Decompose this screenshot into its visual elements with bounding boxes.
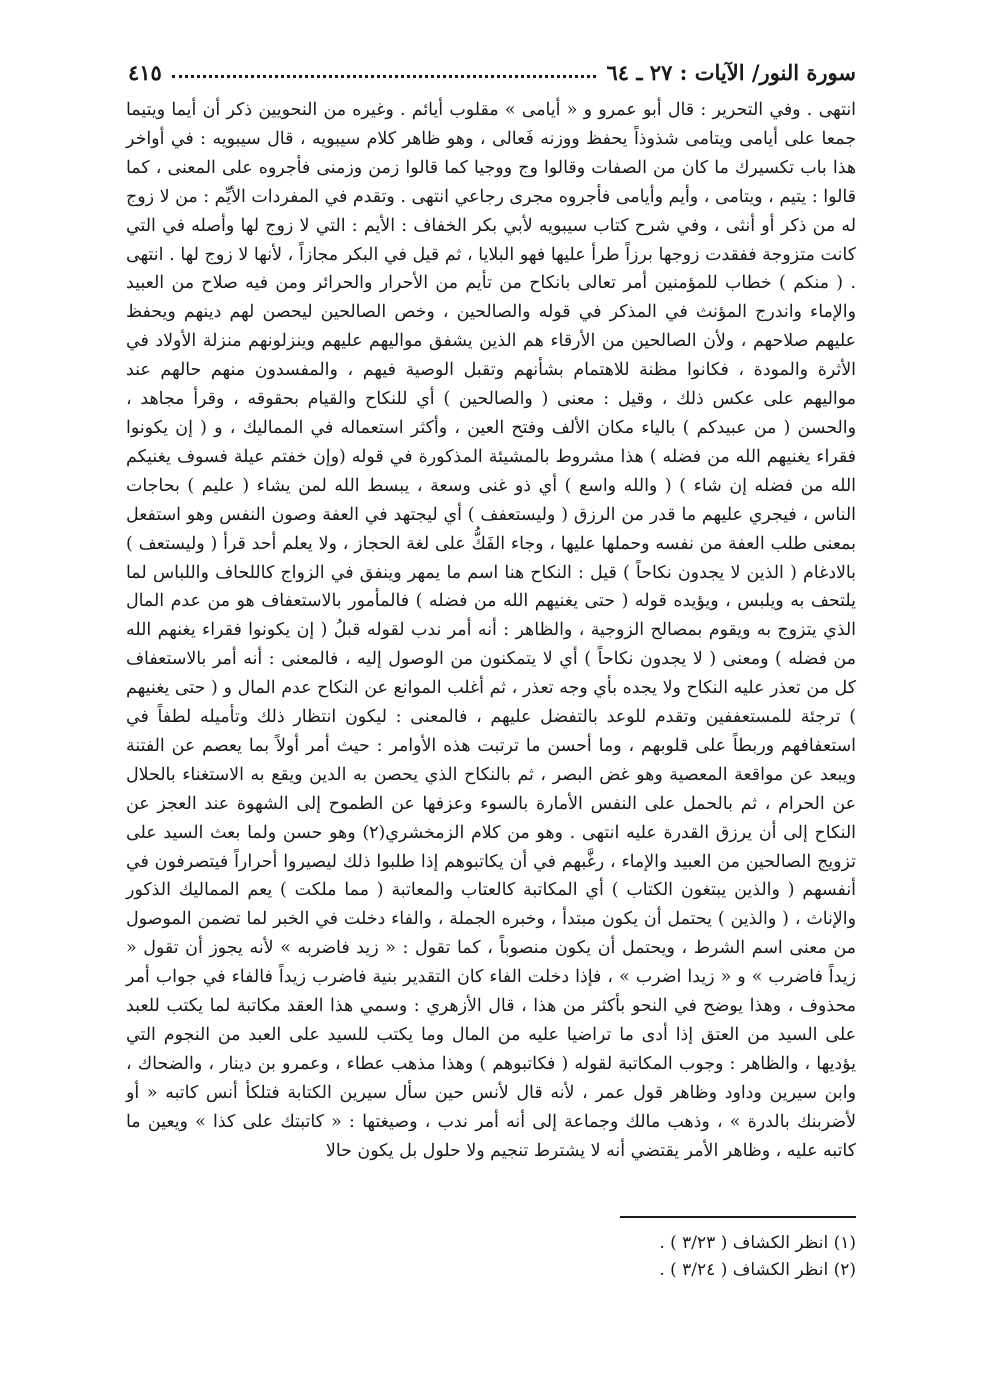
body-paragraph: انتهى . وفي التحرير : قال أبو عمرو و « أيامى » مقلوب أيائم . وغيره من النحويين ذكر أن أيما ويتيما جمعا على أيامى ويتامى شذوذاً يحفظ ووزنه فَعالى ، وهو ظاهر كلام سيبويه ، قال سيبويه : في أواخر هذا باب تكسيرك ما كان من الصفات وقالوا وج ووجيا كما قالوا زمن وزمنى فأجروه على المعنى ، كما قالوا : يتيم ، ويتامى ، وأيم وأيامى فأجروه مجرى رجاعي انتهى . وتقدم في المفردات الأيِّم : من لا زوج له من ذكر أو أنثى ، وفي شرح كتاب سيبويه لأبي بكر الخفاف : الأيم : التي لا زوج لها وأصله في التي كانت متزوجة ففقدت زوجها برزاً طرأ عليها فهو البلايا ، ثم قيل في البكر مجازاً ، لأنها لا زوج لها . انتهى . ( منكم ) خطاب للمؤمنين أمر تعالى بانكاح من تأيم من الأحرار والحرائر ومن فيه صلاح من العبيد والإماء واندرج المؤنث في المذكر في قوله والصالحين ، وخص الصالحين ليحصن لهم دينهم ويحفظ عليهم صلاحهم ، ولأن الصالحين من الأرقاء هم الذين يشفق مواليهم عليهم وينزلونهم منزلة الأولاد في الأثرة والمودة ، فكانوا مظنة للاهتمام بشأنهم وتقبل الوصية فيهم ، والمفسدون منهم حالهم عند مواليهم على عكس ذلك ، وقيل : معنى ( والصالحين ) أي للنكاح والقيام بحقوقه ، وقرأ مجاهد ، والحسن ( من عبيدكم ) بالياء مكان الألف وفتح العين ، وأكثر استعماله في المماليك ، و ( إن يكونوا فقراء يغنيهم الله من فضله ) هذا مشروط بالمشيئة المذكورة في قوله (وإن خفتم عيلة فسوف يغنيكم الله من فضله إن شاء ) ( والله واسع ) أي ذو غنى وسعة ، يبسط الله لمن يشاء ( عليم ) بحاجات الناس ، فيجري عليهم ما قدر من الرزق ( وليستعفف ) أي ليجتهد في العفة وصون النفس وهو استفعل بمعنى طلب العفة من نفسه وحملها عليها ، وجاء الفَكُّ على لغة الحجاز ، ولا يعلم أحد قرأ ( وليستعف ) بالادغام ( الذين لا يجدون نكاحاً ) قيل : النكاح هنا اسم ما يمهر وينفق في الزواج كاللحاف واللباس لما يلتحف به ويلبس ، ويؤيده قوله ( حتى يغنيهم الله من فضله ) فالمأمور بالاستعفاف هو من عدم المال الذي يتزوج به ويقوم بمصالح الزوجية ، والظاهر : أنه أمر ندب لقوله قبلُ ( إن يكونوا فقراء يغنهم الله من فضله ) ومعنى ( لا يجدون نكاحاً ) أي لا يتمكنون من الوصول إليه ، فالمعنى : أنه أمر بالاستعفاف كل من تعذر عليه النكاح ولا يجده بأي وجه تعذر ، ثم أغلب الموانع عن النكاح عدم المال و ( حتى يغنيهم ) ترجئة للمستعففين وتقدم للوعد بالتفضل عليهم ، فالمعنى : ليكون انتظار ذلك وتأميله لطفاً في استعفافهم وربطاً على قلوبهم ، وما أحسن ما ترتبت هذه الأوامر : حيث أمر أولاً بما يعصم عن الفتنة ويبعد عن مواقعة المعصية وهو غض البصر ، ثم بالنكاح الذي يحصن به الدين ويقع به الاستغناء بالحلال عن الحرام ، ثم بالحمل على النفس الأمارة بالسوء وعزفها عن الطموح إلى الشهوة عند العجز عن النكاح إلى أن يرزق القدرة عليه انتهى . وهو من كلام الزمخشري(٢) وهو حسن ولما بعث السيد على تزويج الصالحين من العبيد والإماء ، رغَّبهم في أن يكاتبوهم إذا طلبوا ذلك ليصيروا أحراراً فيتصرفون في أنفسهم ( والذين يبتغون الكتاب ) أي المكاتبة كالعتاب والمعاتبة ( مما ملكت ) يعم المماليك الذكور والإناث ، ( والذين ) يحتمل أن يكون مبتدأ ، وخبره الجملة ، والفاء دخلت في الخبر لما تضمن الموصول من معنى اسم الشرط ، ويحتمل أن يكون منصوباً ، كما تقول : « زيد فاضربه » لأنه يجوز أن تقول « زيداً فاضرب » و « زيدا اضرب » ، فإذا دخلت الفاء كان التقدير بنية فاضرب زيداً فالفاء في جواب أمر محذوف ، وهذا يوضح في النحو بأكثر من هذا ، قال الأزهري : وسمي هذا العقد مكاتبة لما يكتب للعبد على السيد من العتق إذا أدى ما تراضيا عليه من المال وما يكتب للسيد على العبد من النجوم التي يؤديها ، والظاهر : وجوب المكاتبة لقوله ( فكاتبوهم ) وهذا مذهب عطاء ، وعمرو بن دينار ، والضحاك ، وابن سيرين وداود وظاهر قول عمر ، لأنه قال لأنس حين سأل سيرين الكتابة فتلكأ أنس كاتبه « أو لأضربنك بالدرة » ، وذهب مالك وجماعة إلى أنه أمر ندب ، وصيغتها : « كاتبتك على كذا » ويعين ما كاتبه عليه ، وظاهر الأمر يقتضي أنه لا يشترط تنجيم ولا حلول بل يكون حالا bbox=[126, 100, 856, 1161]
footnote-1: (١) انظر الكشاف ( ٣/٢٣ ) . bbox=[659, 1233, 856, 1253]
footnotes bbox=[400, 1230, 856, 1284]
leader-dots bbox=[172, 75, 597, 78]
page-number: ٤١٥ bbox=[128, 59, 162, 85]
page-header bbox=[128, 54, 856, 90]
footnote-2: (٢) انظر الكشاف ( ٣/٢٤ ) . bbox=[659, 1260, 856, 1280]
footnote-divider bbox=[620, 1216, 856, 1218]
main-text bbox=[126, 96, 856, 1166]
running-title: سورة النور/ الآيات : ٢٧ ـ ٦٤ bbox=[606, 59, 856, 85]
